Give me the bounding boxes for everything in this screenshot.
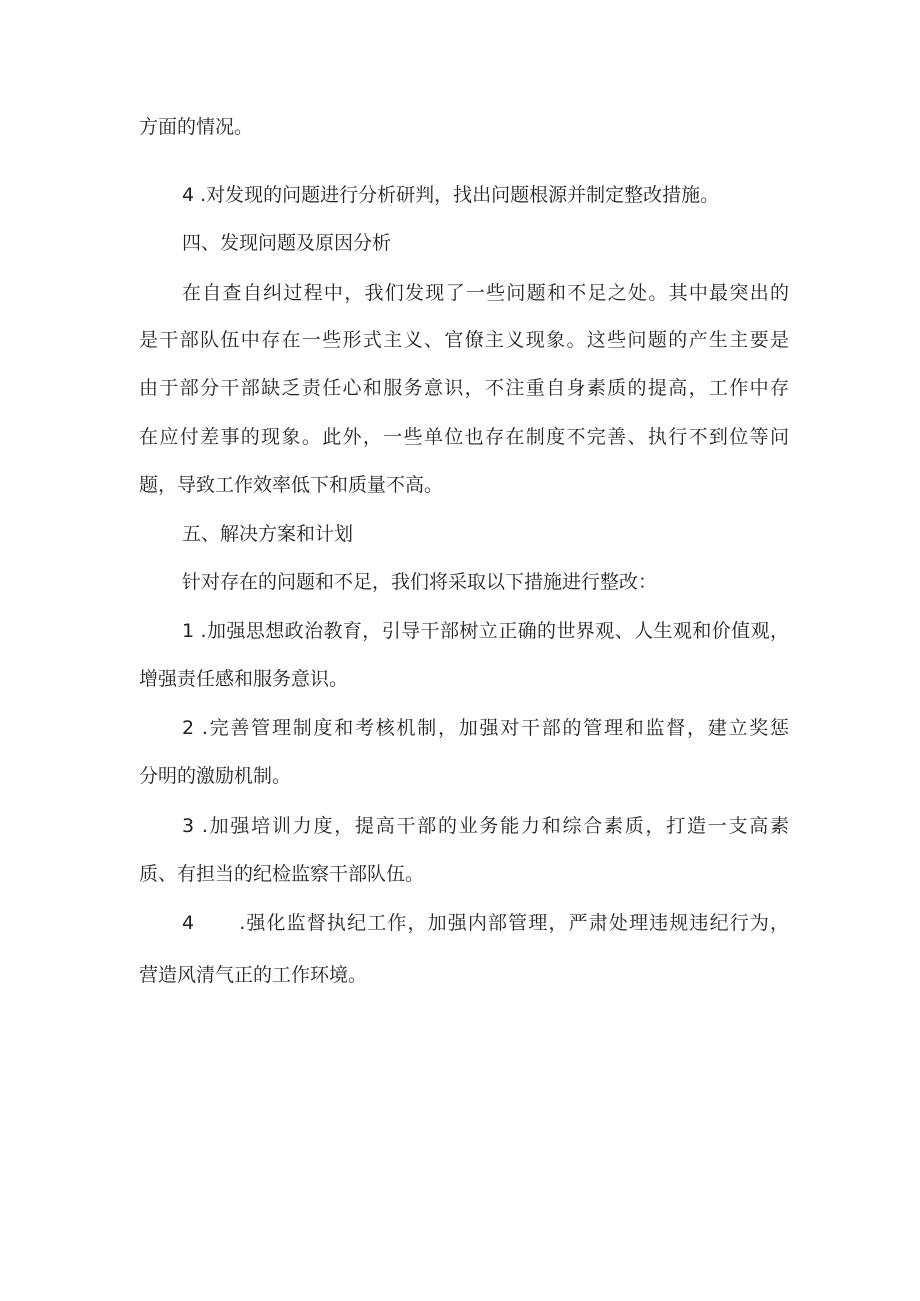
list-item-text: .加强培训力度，提高干部的业务能力和综合素质，打造一支高素 bbox=[201, 815, 789, 837]
paragraph-line: 在自查自纠过程中，我们发现了一些问题和不足之处。其中最突出的 bbox=[182, 282, 789, 304]
list-item-2 bbox=[182, 715, 789, 741]
list-item-4-intro bbox=[182, 182, 789, 208]
list-item-2-continuation: 分明的激励机制。 bbox=[139, 765, 292, 787]
list-item-3-continuation: 质、有担当的纪检监察干部队伍。 bbox=[139, 863, 425, 885]
list-item-text: .完善管理制度和考核机制，加强对干部的管理和监督，建立奖惩 bbox=[201, 717, 789, 739]
section-heading-4: 四、发现问题及原因分析 bbox=[182, 232, 392, 254]
list-number: 1 bbox=[182, 620, 195, 642]
paragraph-line: 由于部分干部缺乏责任心和服务意识，不注重自身素质的提高，工作中存 bbox=[139, 377, 789, 399]
paragraph-line: 针对存在的问题和不足，我们将采取以下措施进行整改： bbox=[182, 571, 658, 593]
list-item-text: .强化监督执纪工作，加强内部管理，严肃处理违规违纪行为， bbox=[239, 912, 789, 934]
list-number: 3 bbox=[182, 815, 195, 837]
list-number: 4 bbox=[182, 912, 195, 934]
paragraph-line: 是干部队伍中存在一些形式主义、官僚主义现象。这些问题的产生主要是 bbox=[139, 329, 789, 351]
list-item-text: .加强思想政治教育，引导干部树立正确的世界观、人生观和价值观， bbox=[200, 620, 789, 642]
paragraph-line: 在应付差事的现象。此外，一些单位也存在制度不完善、执行不到位等问 bbox=[139, 426, 789, 448]
section-heading-5: 五、解决方案和计划 bbox=[182, 523, 354, 545]
paragraph-line: 方面的情况。 bbox=[139, 116, 254, 138]
list-item-3 bbox=[182, 813, 789, 839]
list-item-text: .对发现的问题进行分析研判，找出问题根源并制定整改措施。 bbox=[200, 184, 720, 206]
list-item-4 bbox=[182, 910, 789, 936]
list-item-1 bbox=[182, 618, 789, 644]
list-number: 2 bbox=[182, 717, 195, 739]
paragraph-line: 题，导致工作效率低下和质量不高。 bbox=[139, 474, 444, 496]
list-item-1-continuation: 增强责任感和服务意识。 bbox=[139, 668, 349, 690]
list-number: 4 bbox=[182, 184, 195, 206]
list-item-4-continuation: 营造风清气正的工作环境。 bbox=[139, 964, 368, 986]
